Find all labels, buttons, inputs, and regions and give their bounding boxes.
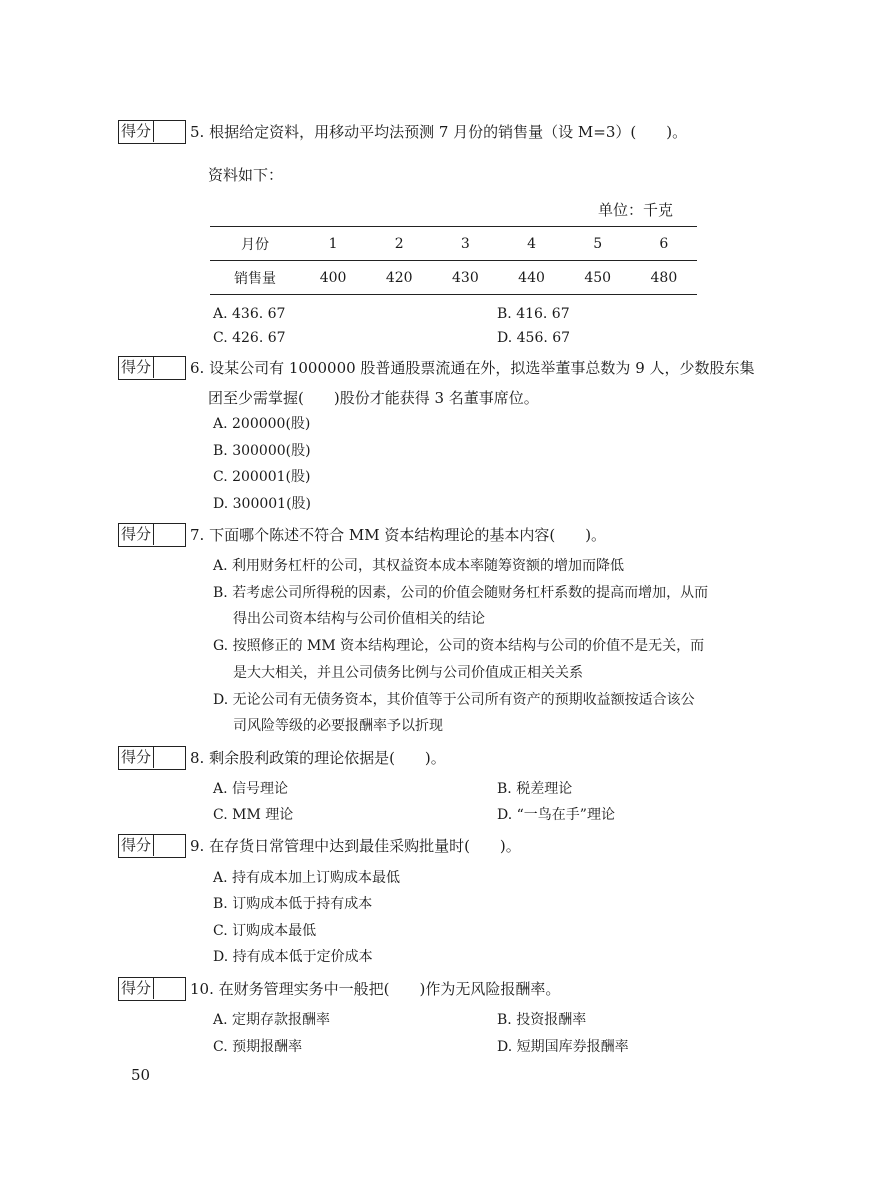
option-b: B. 300000(股) xyxy=(213,443,311,459)
option-d: D. 短期国库券报酬率 xyxy=(497,1039,629,1055)
option-b: B. 税差理论 xyxy=(497,781,573,797)
score-label: 得分 xyxy=(119,835,154,856)
score-box xyxy=(118,523,186,547)
score-box xyxy=(118,977,186,1001)
score-box xyxy=(118,746,186,770)
option-b: B. 投资报酬率 xyxy=(497,1012,587,1028)
unit-label: 单位：千克 xyxy=(598,201,674,219)
table-cell: 月份 xyxy=(210,227,300,261)
option-c: C. 订购成本最低 xyxy=(213,923,317,939)
table-cell: 450 xyxy=(565,261,631,295)
question-8-text: 8. 剩余股利政策的理论依据是( )。 xyxy=(190,749,446,767)
question-7-text: 7. 下面哪个陈述不符合 MM 资本结构理论的基本内容( )。 xyxy=(190,526,607,544)
option-b: B. 若考虑公司所得税的因素，公司的价值会随财务杠杆系数的提高而增加，从而 xyxy=(213,585,709,601)
option-c: C. 426. 67 xyxy=(213,330,286,346)
option-a: A. 持有成本加上订购成本最低 xyxy=(213,870,401,886)
option-a: A. 436. 67 xyxy=(213,306,286,322)
score-label: 得分 xyxy=(119,747,154,768)
sales-table xyxy=(210,226,697,295)
table-cell: 销售量 xyxy=(210,261,300,295)
option-a: A. 信号理论 xyxy=(213,781,289,797)
score-box xyxy=(118,356,186,380)
option-d: D. “一鸟在手”理论 xyxy=(497,807,615,823)
table-cell: 400 xyxy=(300,261,366,295)
table-cell: 6 xyxy=(631,227,697,261)
option-b: B. 416. 67 xyxy=(497,306,570,322)
page-number: 50 xyxy=(131,1066,151,1084)
option-a: A. 利用财务杠杆的公司，其权益资本成本率随筹资额的增加而降低 xyxy=(213,558,625,574)
option-a: A. 200000(股) xyxy=(213,416,311,432)
material-label: 资料如下： xyxy=(208,166,284,184)
table-row xyxy=(210,261,697,295)
question-10-text: 10. 在财务管理实务中一般把( )作为无风险报酬率。 xyxy=(190,980,561,998)
table-cell: 3 xyxy=(432,227,498,261)
option-c-continued: 是大大相关，并且公司债务比例与公司价值成正相关关系 xyxy=(233,665,583,681)
table-row xyxy=(210,227,697,261)
score-box xyxy=(118,834,186,858)
score-label: 得分 xyxy=(119,524,154,545)
question-5-text: 5. 根据给定资料，用移动平均法预测 7 月份的销售量（设 M=3）( )。 xyxy=(190,123,688,141)
table-cell: 5 xyxy=(565,227,631,261)
option-d: D. 持有成本低于定价成本 xyxy=(213,949,373,965)
option-b-continued: 得出公司资本结构与公司价值相关的结论 xyxy=(233,611,485,627)
table-cell: 440 xyxy=(498,261,564,295)
score-label: 得分 xyxy=(119,121,154,142)
question-9-text: 9. 在存货日常管理中达到最佳采购批量时( )。 xyxy=(190,837,521,855)
table-cell: 4 xyxy=(498,227,564,261)
question-6-line-2: 团至少需掌握( )股份才能获得 3 名董事席位。 xyxy=(208,389,539,407)
table-cell: 1 xyxy=(300,227,366,261)
option-d-continued: 司风险等级的必要报酬率予以折现 xyxy=(233,718,443,734)
table-cell: 420 xyxy=(366,261,432,295)
table-cell: 430 xyxy=(432,261,498,295)
table-cell: 2 xyxy=(366,227,432,261)
option-d: D. 456. 67 xyxy=(497,330,571,346)
score-label: 得分 xyxy=(119,978,154,999)
option-c: C. MM 理论 xyxy=(213,807,294,823)
option-c: C. 200001(股) xyxy=(213,469,311,485)
score-label: 得分 xyxy=(119,357,154,378)
question-6-line-1: 6. 设某公司有 1000000 股普通股票流通在外，拟选举董事总数为 9 人，少数股东集 xyxy=(190,359,755,377)
option-d: D. 300001(股) xyxy=(213,496,311,512)
score-box xyxy=(118,120,186,144)
option-c: C. 预期报酬率 xyxy=(213,1039,303,1055)
option-c: G. 按照修正的 MM 资本结构理论，公司的资本结构与公司的价值不是无关，而 xyxy=(213,638,705,654)
option-b: B. 订购成本低于持有成本 xyxy=(213,896,373,912)
option-a: A. 定期存款报酬率 xyxy=(213,1012,331,1028)
table-cell: 480 xyxy=(631,261,697,295)
option-d: D. 无论公司有无债务资本，其价值等于公司所有资产的预期收益额按适合该公 xyxy=(213,692,695,708)
